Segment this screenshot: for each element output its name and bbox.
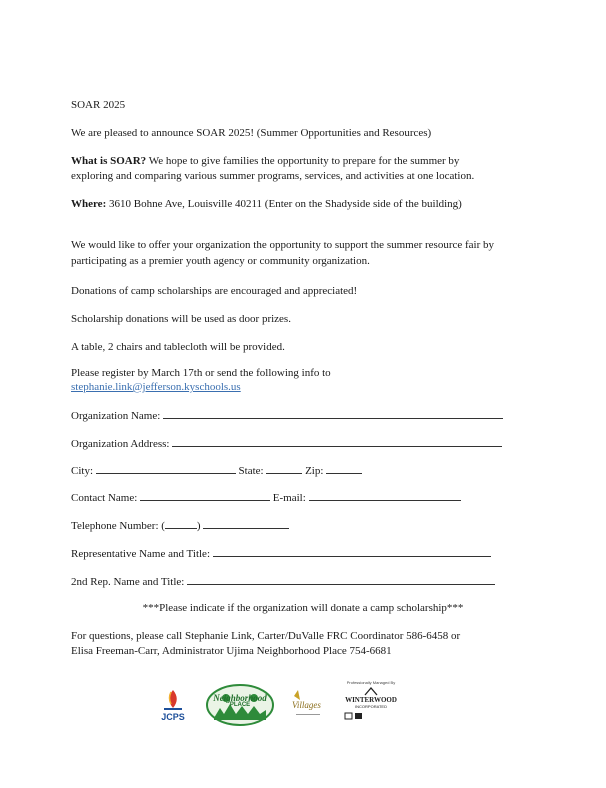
register-text: Please register by March 17th or send the following info to xyxy=(71,367,331,379)
city-label: City: xyxy=(71,465,94,477)
rep2-label: 2nd Rep. Name and Title: xyxy=(71,576,185,588)
phone-label: Telephone Number: ( xyxy=(71,520,165,532)
winterwood-logo xyxy=(342,680,400,726)
rep-field[interactable] xyxy=(213,546,491,557)
area-code-field[interactable] xyxy=(165,518,197,529)
managed-by-text: Professionally Managed By xyxy=(346,680,396,685)
contact-row xyxy=(71,490,461,506)
table-text: A table, 2 chairs and tablecloth will be provided. xyxy=(71,341,285,353)
org-address-label: Organization Address: xyxy=(71,438,170,450)
email-link[interactable]: stephanie.link@jefferson.kyschools.us xyxy=(71,381,241,393)
heading: SOAR 2025 xyxy=(71,99,126,111)
equal-housing-icon xyxy=(344,712,364,720)
org-name-field[interactable] xyxy=(163,408,503,419)
email-label: E-mail: xyxy=(272,492,306,504)
zip-label: Zip: xyxy=(305,465,324,477)
rep2-row xyxy=(71,574,495,590)
announcement: We are pleased to announce SOAR 2025! (Summer Opportunities and Resources) xyxy=(71,127,432,139)
what-line2: exploring and comparing various summer programs, services, and activities at one location. xyxy=(71,170,475,182)
jcps-logo xyxy=(158,686,188,724)
state-label: State: xyxy=(238,465,264,477)
phone-paren: ) xyxy=(196,520,201,532)
contact-label: Contact Name: xyxy=(71,492,138,504)
questions-line2: Elisa Freeman-Carr, Administrator Ujima Neighborhood Place 754-6681 xyxy=(71,645,392,657)
scholarship-note: ***Please indicate if the organization will donate a camp scholarship*** xyxy=(142,602,464,614)
rep-label: Representative Name and Title: xyxy=(71,548,210,560)
state-field[interactable] xyxy=(266,463,302,474)
incorporated-text: INCORPORATED xyxy=(355,704,387,709)
villages-text: Villages xyxy=(292,700,321,710)
door-prizes-text: Scholarship donations will be used as door prizes. xyxy=(71,313,291,325)
where-text: 3610 Bohne Ave, Louisville 40211 (Enter on the Shadyside side of the building) xyxy=(106,198,462,210)
register-email-line xyxy=(71,380,241,395)
donations-text: Donations of camp scholarships are encouraged and appreciated! xyxy=(71,285,358,297)
what-text: We hope to give families the opportunity to prepare for the summer by xyxy=(146,155,460,167)
what-label: What is SOAR? xyxy=(71,155,147,167)
phone-field[interactable] xyxy=(203,518,289,529)
where-line xyxy=(71,197,462,212)
place-text: PLACE xyxy=(229,702,251,708)
jcps-text: JCPS xyxy=(161,712,185,722)
org-address-field[interactable] xyxy=(172,436,502,447)
city-row xyxy=(71,463,362,479)
contact-field[interactable] xyxy=(140,490,270,501)
email-field[interactable] xyxy=(309,490,461,501)
neighborhood-text: Neighborhood xyxy=(213,693,267,703)
logo-strip xyxy=(150,678,410,728)
phone-row xyxy=(71,518,289,534)
villages-logo xyxy=(290,688,324,722)
rep2-field[interactable] xyxy=(187,574,495,585)
org-name-label: Organization Name: xyxy=(71,410,161,422)
where-label: Where: xyxy=(71,198,107,210)
offer-line1: We would like to offer your organization the opportunity to support the summer resource fair by xyxy=(71,239,495,251)
winterwood-text: WINTERWOOD xyxy=(345,696,397,704)
rep-row xyxy=(71,546,491,562)
questions-line1: For questions, please call Stephanie Link, Carter/DuValle FRC Coordinator 586-6458 or xyxy=(71,630,461,642)
what-line1 xyxy=(71,154,459,169)
neighborhood-place-logo xyxy=(206,684,274,726)
zip-field[interactable] xyxy=(326,463,362,474)
org-address-row xyxy=(71,436,502,452)
city-field[interactable] xyxy=(96,463,236,474)
offer-line2: participating as a premier youth agency or community organization. xyxy=(71,255,370,267)
winterwood-house-icon xyxy=(364,686,378,696)
org-name-row xyxy=(71,408,503,424)
